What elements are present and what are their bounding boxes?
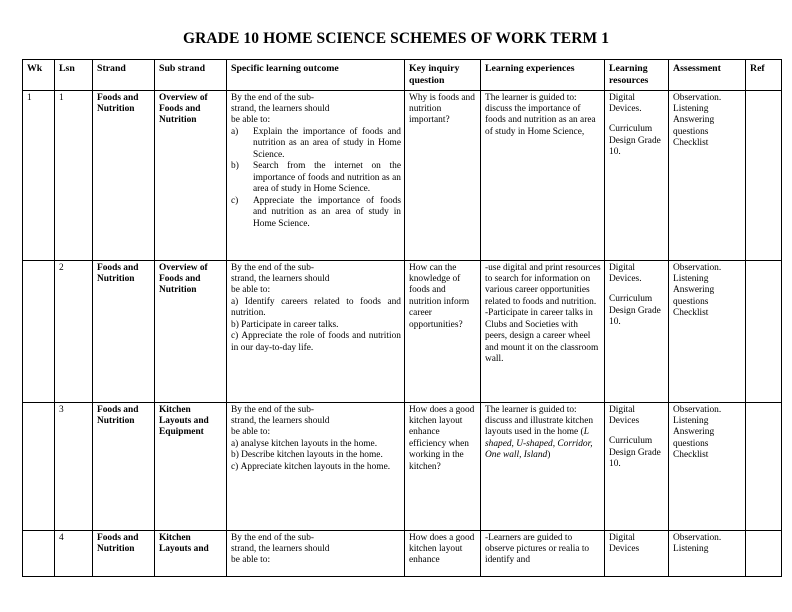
list-marker: c)	[231, 461, 239, 472]
column-header-strand: Strand	[93, 60, 155, 91]
list-item	[231, 161, 401, 195]
spacer	[609, 427, 665, 436]
list-item	[231, 331, 401, 354]
cell-sub-strand: Overview of Foods and Nutrition	[155, 90, 227, 260]
learning-experiences-italic-text: L shaped, U-shaped, Corridor, One wall, Island	[485, 427, 593, 461]
cell-specific-learning-outcome	[227, 530, 405, 576]
cell-strand: Foods and Nutrition	[93, 402, 155, 530]
list-marker: b)	[231, 161, 239, 172]
cell-strand: Foods and Nutrition	[93, 90, 155, 260]
cell-sub-strand: Kitchen Layouts and	[155, 530, 227, 576]
column-header-wk: Wk	[23, 60, 55, 91]
slo-intro-line-3: be able to:	[231, 285, 271, 296]
cell-learning-resources	[605, 260, 669, 402]
cell-lsn: 1	[55, 90, 93, 260]
slo-intro-line-1: By the end of the sub-	[231, 92, 315, 103]
cell-assessment: Observation. Listening Answering questions Checklist	[669, 260, 746, 402]
cell-learning-experiences: -use digital and print resources to search for information on various career opportunities related to foods and nutrition. -Participate in career talks in Clubs and Societies with peers, design a career wheel and mount it on the classroom wall.	[481, 260, 605, 402]
learning-resource-item: Curriculum Design Grade 10.	[609, 294, 661, 328]
list-item	[231, 297, 401, 320]
list-item-text: analyse kitchen layouts in the home.	[240, 438, 378, 449]
cell-key-inquiry-question: How does a good kitchen layout enhance	[405, 530, 481, 576]
slo-intro-line-3: be able to:	[231, 555, 271, 566]
cell-wk: 1	[23, 90, 55, 260]
cell-wk	[23, 402, 55, 530]
list-marker: b)	[231, 450, 239, 461]
list-item	[231, 127, 401, 161]
slo-intro-line-2: strand, the learners should	[231, 415, 330, 426]
cell-sub-strand: Overview of Foods and Nutrition	[155, 260, 227, 402]
table-header-row	[23, 60, 782, 91]
list-marker: c)	[231, 195, 239, 206]
learning-resource-item: Curriculum Design Grade 10.	[609, 124, 661, 158]
learning-resource-item: Digital Devices.	[609, 262, 642, 284]
cell-key-inquiry-question: How can the knowledge of foods and nutrition inform career opportunities?	[405, 260, 481, 402]
list-item-text: Search from the internet on the importance of foods and nutrition as an area of study in Home Science.	[253, 161, 401, 195]
list-item-text: Explain the importance of foods and nutrition as an area of study in Home Science.	[253, 126, 401, 160]
list-marker: a)	[231, 126, 239, 137]
list-item-text: Identify careers related to foods and nutrition.	[231, 296, 401, 319]
slo-outcome-list	[231, 439, 401, 473]
cell-key-inquiry-question: How does a good kitchen layout enhance efficiency when working in the kitchen?	[405, 402, 481, 530]
learning-resource-item: Digital Devices	[609, 404, 640, 426]
learning-resource-item: Digital Devices.	[609, 92, 642, 114]
cell-specific-learning-outcome	[227, 402, 405, 530]
list-item-text: Appreciate the importance of foods and nutrition as an area of study in Home Science.	[253, 195, 401, 229]
cell-strand: Foods and Nutrition	[93, 260, 155, 402]
slo-outcome-list	[231, 297, 401, 354]
spacer	[609, 285, 665, 294]
column-header-sub-strand: Sub strand	[155, 60, 227, 91]
slo-intro-line-1: By the end of the sub-	[231, 262, 315, 273]
slo-intro-line-2: strand, the learners should	[231, 103, 330, 114]
slo-intro-line-3: be able to:	[231, 427, 271, 438]
slo-intro-line-1: By the end of the sub-	[231, 404, 315, 415]
table-row	[23, 530, 782, 576]
slo-intro-line-2: strand, the learners should	[231, 273, 330, 284]
table-row	[23, 260, 782, 402]
cell-assessment: Observation. Listening Answering questions Checklist	[669, 90, 746, 260]
slo-intro-line-2: strand, the learners should	[231, 543, 330, 554]
column-header-lsn: Lsn	[55, 60, 93, 91]
column-header-ref: Ref	[746, 60, 782, 91]
spacer	[609, 115, 665, 124]
learning-resource-item: Curriculum Design Grade 10.	[609, 436, 661, 470]
list-marker: b)	[231, 319, 239, 330]
cell-learning-resources	[605, 90, 669, 260]
list-item	[231, 196, 401, 230]
cell-lsn: 4	[55, 530, 93, 576]
list-item-text: Appreciate the role of foods and nutrition in our day-to-day life.	[231, 331, 401, 353]
cell-ref	[746, 402, 782, 530]
list-item	[231, 462, 401, 473]
list-item	[231, 439, 401, 450]
list-marker: c)	[231, 331, 239, 342]
cell-learning-resources	[605, 402, 669, 530]
table-row	[23, 90, 782, 260]
cell-ref	[746, 530, 782, 576]
slo-outcome-list	[231, 127, 401, 230]
cell-learning-experiences: -Learners are guided to observe pictures or realia to identify and	[481, 530, 605, 576]
cell-learning-resources	[605, 530, 669, 576]
list-item	[231, 450, 401, 461]
list-item	[231, 320, 401, 331]
table-row	[23, 402, 782, 530]
cell-learning-experiences: The learner is guided to: discuss the importance of foods and nutrition as an area of study in Home Science,	[481, 90, 605, 260]
column-header-specific-learning-outcome: Specific learning outcome	[227, 60, 405, 91]
list-item-text: Describe kitchen layouts in the home.	[241, 450, 383, 461]
slo-intro-line-1: By the end of the sub-	[231, 532, 315, 543]
cell-specific-learning-outcome	[227, 90, 405, 260]
cell-lsn: 3	[55, 402, 93, 530]
cell-assessment: Observation. Listening Answering questions Checklist	[669, 402, 746, 530]
column-header-learning-experiences: Learning experiences	[481, 60, 605, 91]
list-item-text: Participate in career talks.	[241, 319, 339, 330]
cell-key-inquiry-question: Why is foods and nutrition important?	[405, 90, 481, 260]
column-header-learning-resources: Learning resources	[605, 60, 669, 91]
learning-experiences-text: The learner is guided to: discuss and illustrate kitchen layouts used in the home (	[485, 404, 594, 438]
column-header-assessment: Assessment	[669, 60, 746, 91]
cell-lsn: 2	[55, 260, 93, 402]
schemes-of-work-table-container	[22, 59, 765, 577]
cell-assessment: Observation. Listening	[669, 530, 746, 576]
cell-sub-strand: Kitchen Layouts and Equipment	[155, 402, 227, 530]
cell-learning-experiences	[481, 402, 605, 530]
page-title: GRADE 10 HOME SCIENCE SCHEMES OF WORK TERM 1	[182, 30, 610, 47]
learning-experiences-tail: )	[547, 450, 551, 461]
list-marker: a)	[231, 438, 239, 449]
cell-wk	[23, 260, 55, 402]
cell-ref	[746, 90, 782, 260]
cell-ref	[746, 260, 782, 402]
cell-strand: Foods and Nutrition	[93, 530, 155, 576]
list-item-text: Appreciate kitchen layouts in the home.	[240, 461, 391, 472]
cell-specific-learning-outcome	[227, 260, 405, 402]
cell-wk	[23, 530, 55, 576]
learning-resource-item: Digital Devices	[609, 532, 640, 554]
schemes-of-work-table	[22, 59, 782, 577]
column-header-key-inquiry-question: Key inquiry question	[405, 60, 481, 91]
slo-intro-line-3: be able to:	[231, 115, 271, 126]
list-marker: a)	[231, 296, 239, 307]
